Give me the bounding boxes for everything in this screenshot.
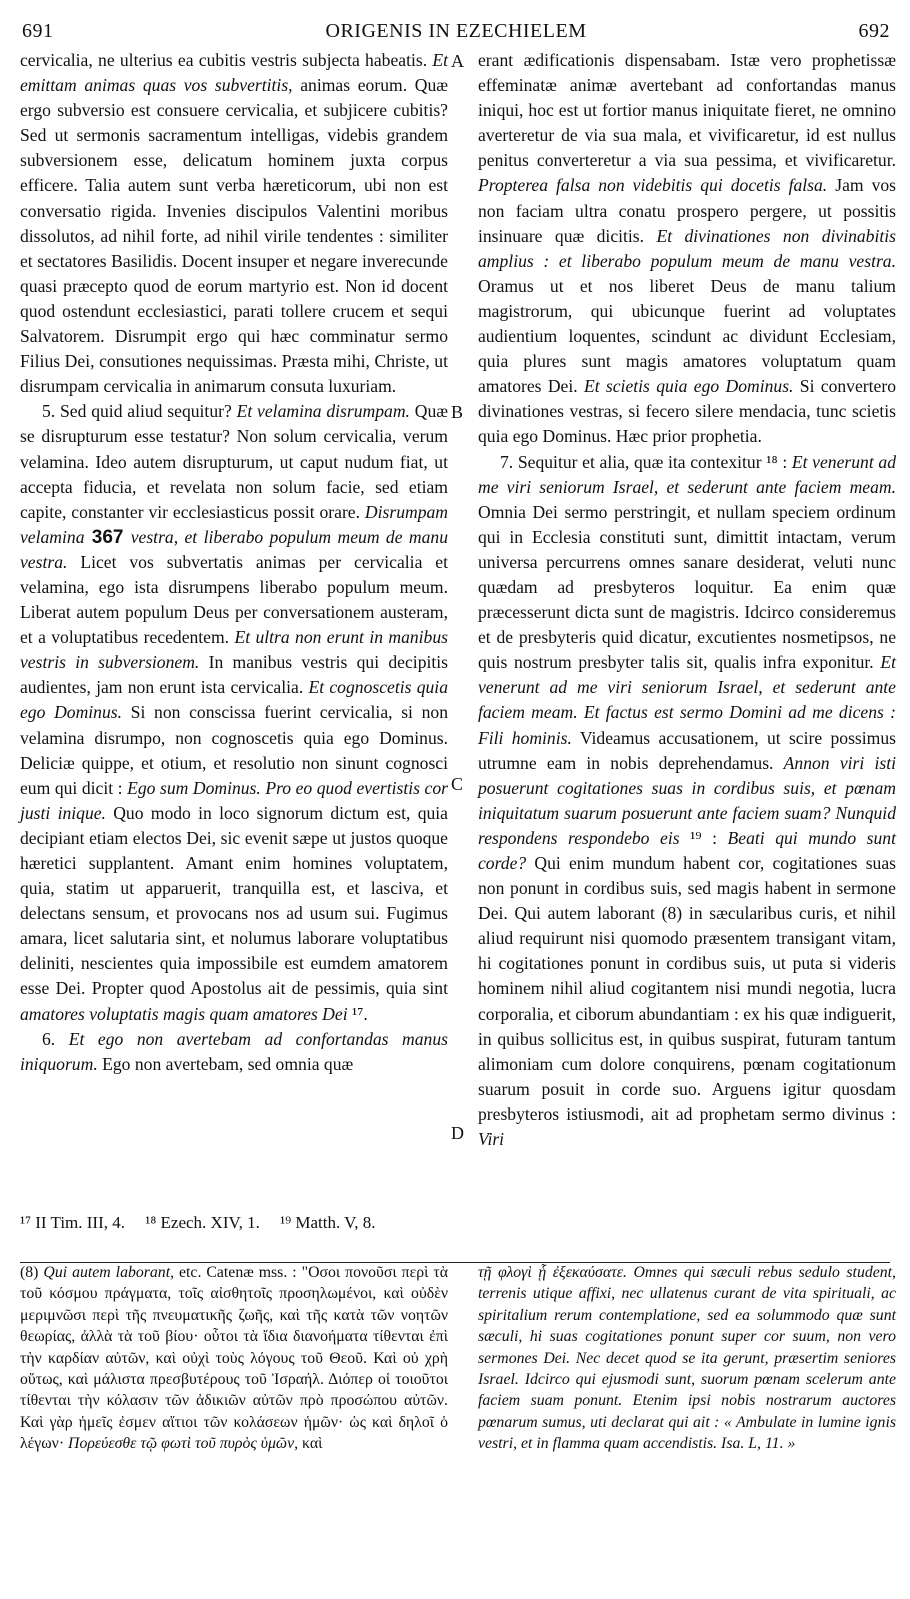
italic-run: τῇ φλογὶ ᾗ ἐξεκαύσατε. (478, 1264, 627, 1281)
italic-run: Et scietis quia ego Dominus. (583, 376, 794, 397)
footnote: ¹⁸ Ezech. XIV, 1. (145, 1213, 260, 1232)
text-run: (8) (20, 1264, 44, 1281)
paragraph (20, 399, 448, 1026)
italic-run: Πορεύεσθε τῷ φωτὶ τοῦ πυρὸς ὑμῶν, (68, 1435, 299, 1453)
margin-letter: D (451, 1123, 464, 1143)
italic-run: Et ego non avertebam ad confortandas manus iniquorum. (20, 1028, 448, 1074)
margin-letter: C (451, 774, 464, 794)
text-run: Ego non avertebam, sed omnia quæ (97, 1053, 354, 1074)
italic-run: Omnes qui sæculi rebus sedulo student, terrenis utique affixi, nec ullatenus curant de vita spirituali, ac spiritalium rerum contemplatione, sed ea solummodo quæ sunt sæculi, hi suas cogitationes ponunt super cor suum, non vero sermones Dei. Nec decet quod se ita gerunt, præsertim seniores Israel. Idcirco qui ejusmodi sunt, suorum pœnam scelerum ante faciem suam ponunt. Etenim ipsi nobis nostrarum auctores pœnarum sumus, uti declarat qui ait : « Ambulate in lumine ignis vestri, et in flamma quam accendistis. Isa. L, 11. » (478, 1264, 896, 1453)
text-run: Licet vos subvertatis animas per cervicalia et velamina, ego ista disrumpens liberabo populum meum. Liberat autem populum Deus per conversationem austeram, et a voluptatibus recedentem. (20, 551, 448, 648)
text-run: Si convertero divinationes vestras, si fecero silere mendacia, tunc scietis quia ego Dominus. Hæc prior prophetia. (478, 376, 896, 447)
text-run: ¹⁷. (347, 1003, 368, 1024)
text-run: Oramus ut et nos liberet Deus de manu talium magistrorum, qui ubicunque fuerint ad voluptates audientium loquentes, scindunt ac dividunt Ecclesiam, quia plures sunt magis amatores voluptatum quam amatores Dei. (478, 275, 896, 397)
italic-run: Propterea falsa non videbitis qui docetis falsa. (478, 175, 828, 196)
italic-run: Et venerunt ad me viri seniorum Israel, et sederunt ante faciem meam. Et factus est sermo Domini ad me dicens : Fili hominis. (478, 652, 896, 748)
italic-run: Ego sum Dominus. Pro eo quod evertistis cor justi inique. (20, 777, 448, 823)
paragraph (478, 48, 896, 450)
text-run: Quæ se disrupturum esse testatur? Non solum cervicalia, verum velamina. Ideo autem disrupturum, ut caput nudum fiat, ut accepta fiducia, et revelata non solum facie, sed etiam capite, constanter vir ecclesiasticus possit orare. (20, 401, 449, 522)
italic-run: Et divinationes non divinabitis amplius : et liberabo populum meum de manu vestra. (478, 225, 896, 271)
note-text (478, 1262, 896, 1455)
text-run: Jam vos non faciam ultra conatu prospero pergere, ut possitis insinuare quæ dicitis. (478, 175, 897, 246)
right-column (478, 48, 896, 1152)
text-run: , etc. Catenæ mss. : "Οσοι πονοῦσι περὶ τὰ τοῦ κόσμου πράγματα, τοῖς αἰσθητοῖς προσηλωμένοι, καὶ οὐδὲν μεριμνῶσι περὶ τῆς πνευματικῆς ζωῆς, καὶ τῆς κατὰ τῶν νοητῶν θεωρίας, ἀλλὰ τὰ τοῦ βίου· οὗτοι τὰ ἴδια διανοήματα τίθενται ἐπὶ τὴν καρδίαν αὐτῶν, καὶ οὐχὶ τοὺς λόγους τοῦ Θεοῦ. Καὶ οὐ χρὴ οὕτως, καὶ μάλιστα πρεσβυτέρους τοῦ Ἰσραήλ. Διόπερ οἱ τοιοῦτοι τίθενται τὴν κόλασιν τῶν ἀδικιῶν αὐτῶν πρὸ προσώπου αὐτῶν. Καὶ γὰρ ἡμεῖς ἐσμεν αἴτιοι τῶν κολάσεων ἡμῶν· ὡς καὶ δηλοῖ ὁ λέγων· (20, 1264, 448, 1453)
text-run: Quo modo in loco signorum dictum est, quia decipiant etiam electos Dei, sic evenit sæpe ut justos quoque hæretici supplantent. Amant enim homines voluptatem, quia, statim ut apparuerit, tranquilla est, et lasciva, et delectans sensum, et provocans nos ad usum sui. Fugimus amara, licet salutaria sint, et nolumus laborare voluptatibus deliniti, nescientes quia impossibile est eumdem amatorem esse Dei. Propter quod Apostolus ait de pessimis, quia sint (20, 802, 448, 999)
text-run: 5. Sed quid aliud sequitur? (42, 401, 237, 422)
italic-run: Et cognoscetis quia ego Dominus. (20, 677, 448, 723)
italic-run: Et velamina disrumpam. (236, 401, 410, 422)
footnote: ¹⁷ II Tim. III, 4. (20, 1213, 126, 1232)
italic-run: Et emittam animas quas vos subvertitis, (20, 50, 448, 96)
page-mark: 367 (84, 526, 131, 548)
editor-note-left (20, 1262, 448, 1455)
italic-run: amatores voluptatis magis quam amatores Dei (20, 1003, 348, 1024)
text-run: 7. Sequitur et alia, quæ ita contexitur ¹⁸ : (500, 451, 792, 472)
italic-run: Beati qui mundo sunt corde? (478, 827, 896, 873)
editor-note-right (478, 1262, 896, 1455)
italic-run: Viri (478, 1129, 505, 1150)
italic-run: Et ultra non erunt in manibus vestris in subversionem. (20, 627, 448, 673)
text-run: Omnia Dei sermo perstringit, et nullam speciem ordinum qui in Ecclesia constituti sunt, dimittit intactam, verum universa percurrens omnes sanare desiderat, veluti nunc quædam ad presbyteros loquitur. Ea enim quæ præcesserunt dicta sunt de magistris. Idcirco consideremus et de presbyteris quid dicatur, excutientes nosmetipsos, ne quis nostrum presbyter talis sit, qualis infra exponitur. (478, 501, 896, 673)
text-run: Si non conscissa fuerint cervicalia, si non velamina disrumpo, non cognoscetis quia ego Dominus. Deliciæ quippe, et otium, et resolutio non sinunt cognosci eum qui dicit : (20, 702, 448, 798)
footnote: ¹⁹ Matth. V, 8. (280, 1213, 376, 1232)
text-run: In manibus vestris qui decipitis audientes, jam non erunt ista cervicalia. (20, 652, 448, 698)
text-run: Qui enim mundum habent cor, cogitationes suas non ponunt in cordibus suis, sed magis habent in sermone Dei. Qui autem laborant (8) in sæcularibus curis, et nihil aliud requirunt nisi quomodo præsentem transigant vitam, hi cogitationes ponunt in cordibus suis, ut puta si videris hominem nihil aliud cogitantem nisi mundi negotia, lucra corporalia, et ciborum abundantiam : ex his quæ indiguerit, in quibus sollicitus est, in quibus suspirat, futuram tantum alimoniam cum dolore conquirens, pœnam cogitationum suarum posuit in corde suo. Arguens igitur quosdam presbyteros istiusmodi, ait ad prophetam sermo divinus : (478, 853, 896, 1124)
page-number-right: 692 (858, 20, 890, 42)
note-text (20, 1262, 448, 1455)
italic-run: vestra, et liberabo populum meum de manu vestra. (20, 526, 448, 572)
italic-run: Annon viri isti posuerunt cogitationes suas in cordibus suis, et pœnam iniquitatum suarum posuerunt ante faciem suam? Nunquid respondens respondebo eis (478, 752, 896, 848)
margin-letter: A (451, 51, 464, 71)
running-title: ORIGENIS IN EZECHIELEM (325, 20, 587, 42)
text-run: cervicalia, ne ulterius ea cubitis vestris subjecta habeatis. (20, 50, 433, 70)
text-run: erant ædificationis dispensabam. Istæ vero prophetissæ effeminatæ animæ avertebant ad confortandas manus iniqui, hoc est ut fortior manus iniquitate fieret, ne omnino averteretur de via sua mala, et vivificaretur, id est nullus penitus converteretur a via sua pessima, et vivificaretur. (478, 50, 896, 171)
italic-run: Disrumpam velamina (20, 501, 448, 547)
text-run: 6. (42, 1028, 69, 1049)
text-run: ¹⁹ : (679, 827, 728, 848)
italic-run: Et venerunt ad me viri seniorum Israel, et sederunt ante faciem meam. (478, 451, 896, 497)
paragraph (20, 48, 448, 399)
italic-run: Qui autem laborant (43, 1264, 171, 1281)
paragraph (20, 1027, 448, 1077)
page-number-left: 691 (22, 20, 54, 42)
running-header (22, 20, 890, 46)
footnote-references (20, 1213, 890, 1233)
text-run: Videamus accusationem, ut scire possimus utrumne eam in nobis deprehendamus. (478, 727, 896, 773)
left-column (20, 48, 448, 1077)
text-run: animas eorum. Quæ ergo subversio est consuere cervicalia, et subjicere cubitis? Sed ut sermonis sacramentum intelligas, videbis grandem subversionem esse, delicatum hominem juxta corpus efficere. Talia autem sunt verba hæreticorum, ubi non est conversatio rigida. Invenies discipulos Valentini moribus dissolutos, ad nihil forte, ad nihil virile tendentes : similiter et sectatores Basilidis. Docent insuper et negare inverecunde quasi præcepto quod de eorum martyrio est. Non id docent quod ostendunt ecclesiastici, parati tollere crucem et sequi Salvatorem. Disrumpit ergo qui hæc comminatur sermo Filius Dei, consutiones nequissimas. Præsta mihi, Christe, ut disrumpam cervicalia in animarum consuta luxuriam. (20, 75, 448, 397)
paragraph (478, 450, 896, 1153)
margin-letter: B (451, 402, 464, 422)
text-run: καὶ (298, 1435, 323, 1453)
